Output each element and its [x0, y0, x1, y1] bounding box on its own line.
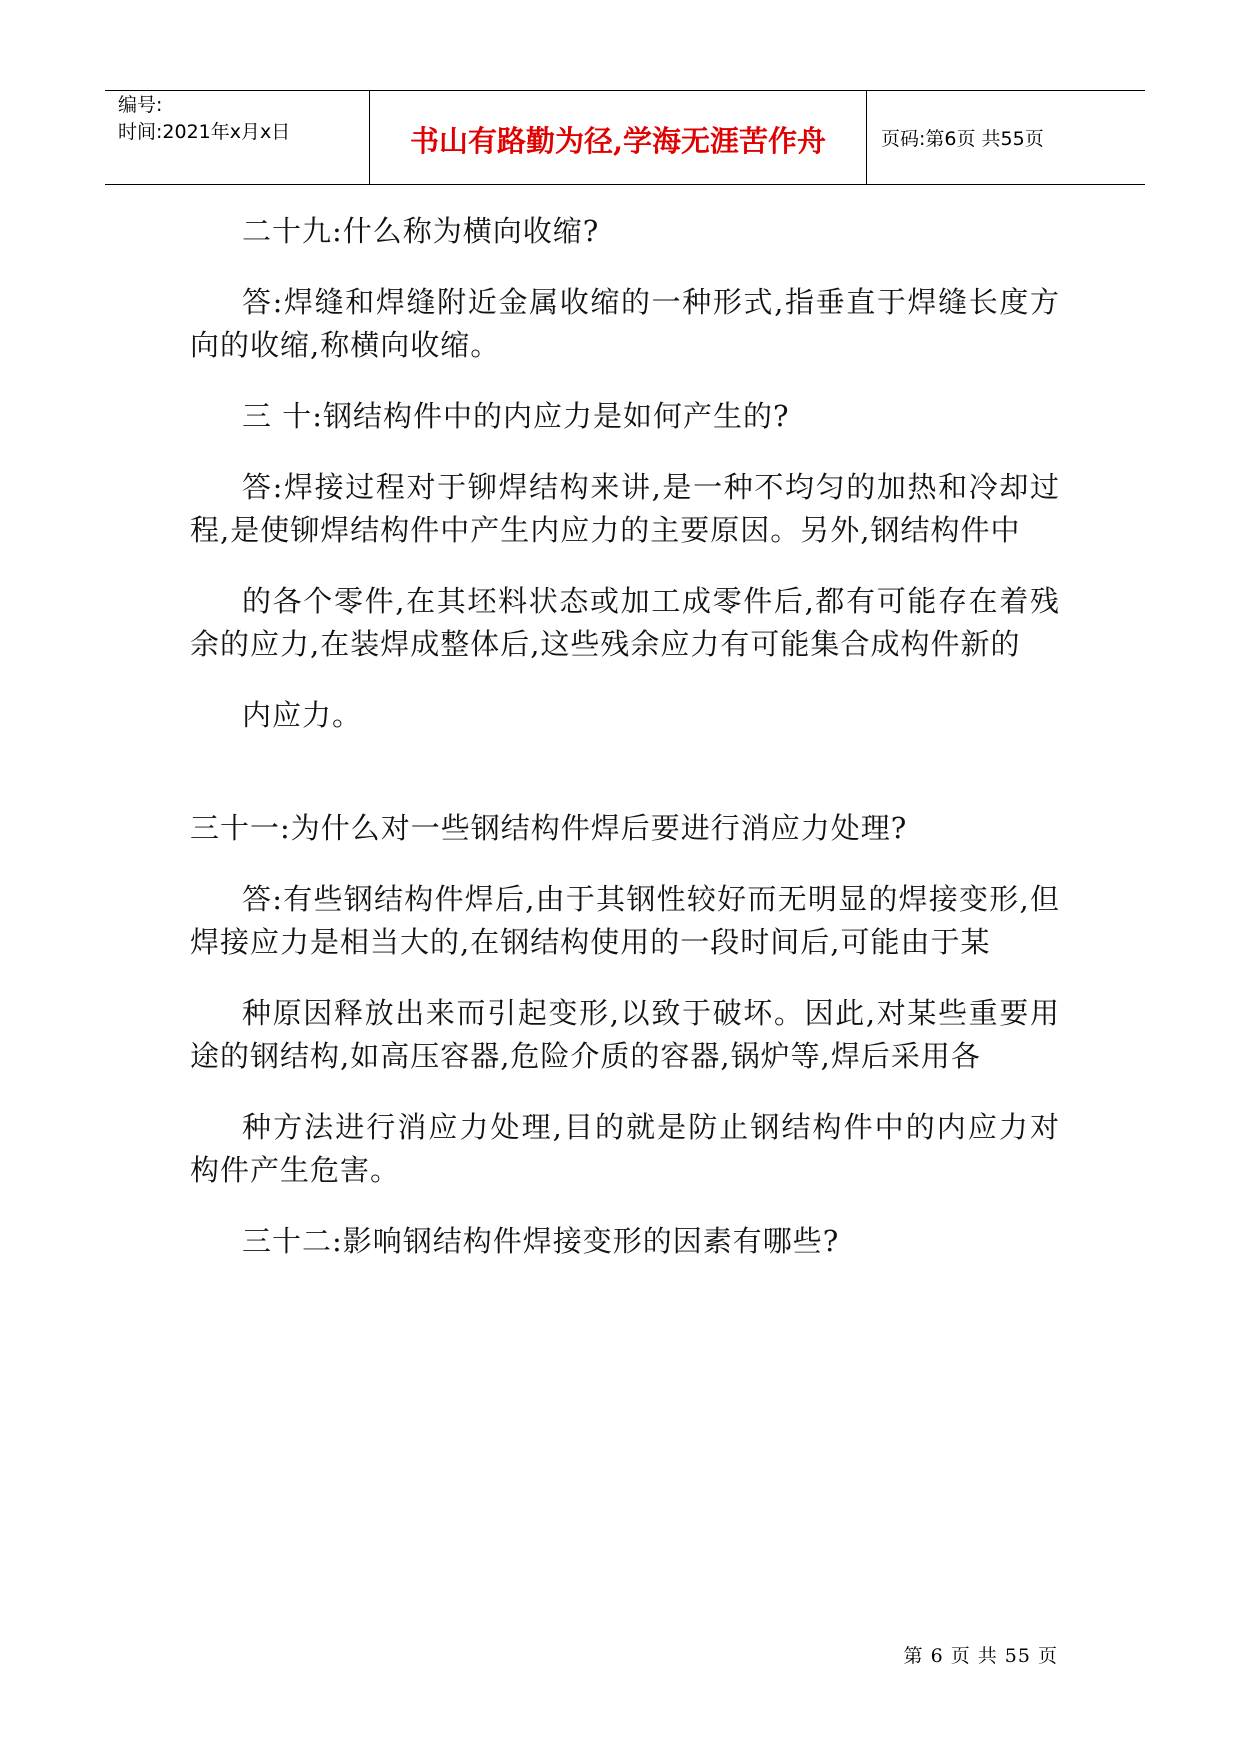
answer-31-part-1: 答:有些钢结构件焊后,由于其钢性较好而无明显的焊接变形,但焊接应力是相当大的,在钢结构使用的一段时间后,可能由于某	[190, 882, 1060, 959]
answer-31-part-3: 种方法进行消应力处理,目的就是防止钢结构件中的内应力对构件产生危害。	[190, 1110, 1060, 1187]
date-label: 时间:2021年x月x日	[118, 121, 291, 143]
header-meta-cell	[105, 91, 370, 184]
question-30: 三 十:钢结构件中的内应力是如何产生的?	[242, 399, 790, 433]
header-page-cell	[867, 91, 1145, 184]
answer-30-part-3: 内应力。	[242, 698, 363, 732]
motto-text: 书山有路勤为径,学海无涯苦作舟	[409, 124, 827, 158]
answer-30-part-2: 的各个零件,在其坯料状态或加工成零件后,都有可能存在着残余的应力,在装焊成整体后,这些残余应力有可能集合成构件新的	[190, 584, 1060, 661]
document-header	[105, 90, 1145, 185]
page-code-label: 页码:第6页 共55页	[881, 128, 1044, 150]
question-32: 三十二:影响钢结构件焊接变形的因素有哪些?	[242, 1224, 840, 1258]
answer-31-part-2: 种原因释放出来而引起变形,以致于破坏。因此,对某些重要用途的钢结构,如高压容器,危险介质的容器,锅炉等,焊后采用各	[190, 996, 1060, 1073]
header-motto-cell	[370, 91, 867, 184]
serial-number-label: 编号:	[118, 94, 163, 116]
answer-30-part-1: 答:焊接过程对于铆焊结构来讲,是一种不均匀的加热和冷却过程,是使铆焊结构件中产生内应力的主要原因。另外,钢结构件中	[190, 470, 1060, 547]
question-29: 二十九:什么称为横向收缩?	[242, 214, 600, 248]
page-footer: 第 6 页 共 55 页	[903, 1645, 1058, 1667]
document-body	[190, 210, 1060, 1263]
answer-29: 答:焊缝和焊缝附近金属收缩的一种形式,指垂直于焊缝长度方向的收缩,称横向收缩。	[190, 285, 1060, 362]
question-31: 三十一:为什么对一些钢结构件焊后要进行消应力处理?	[190, 811, 908, 845]
